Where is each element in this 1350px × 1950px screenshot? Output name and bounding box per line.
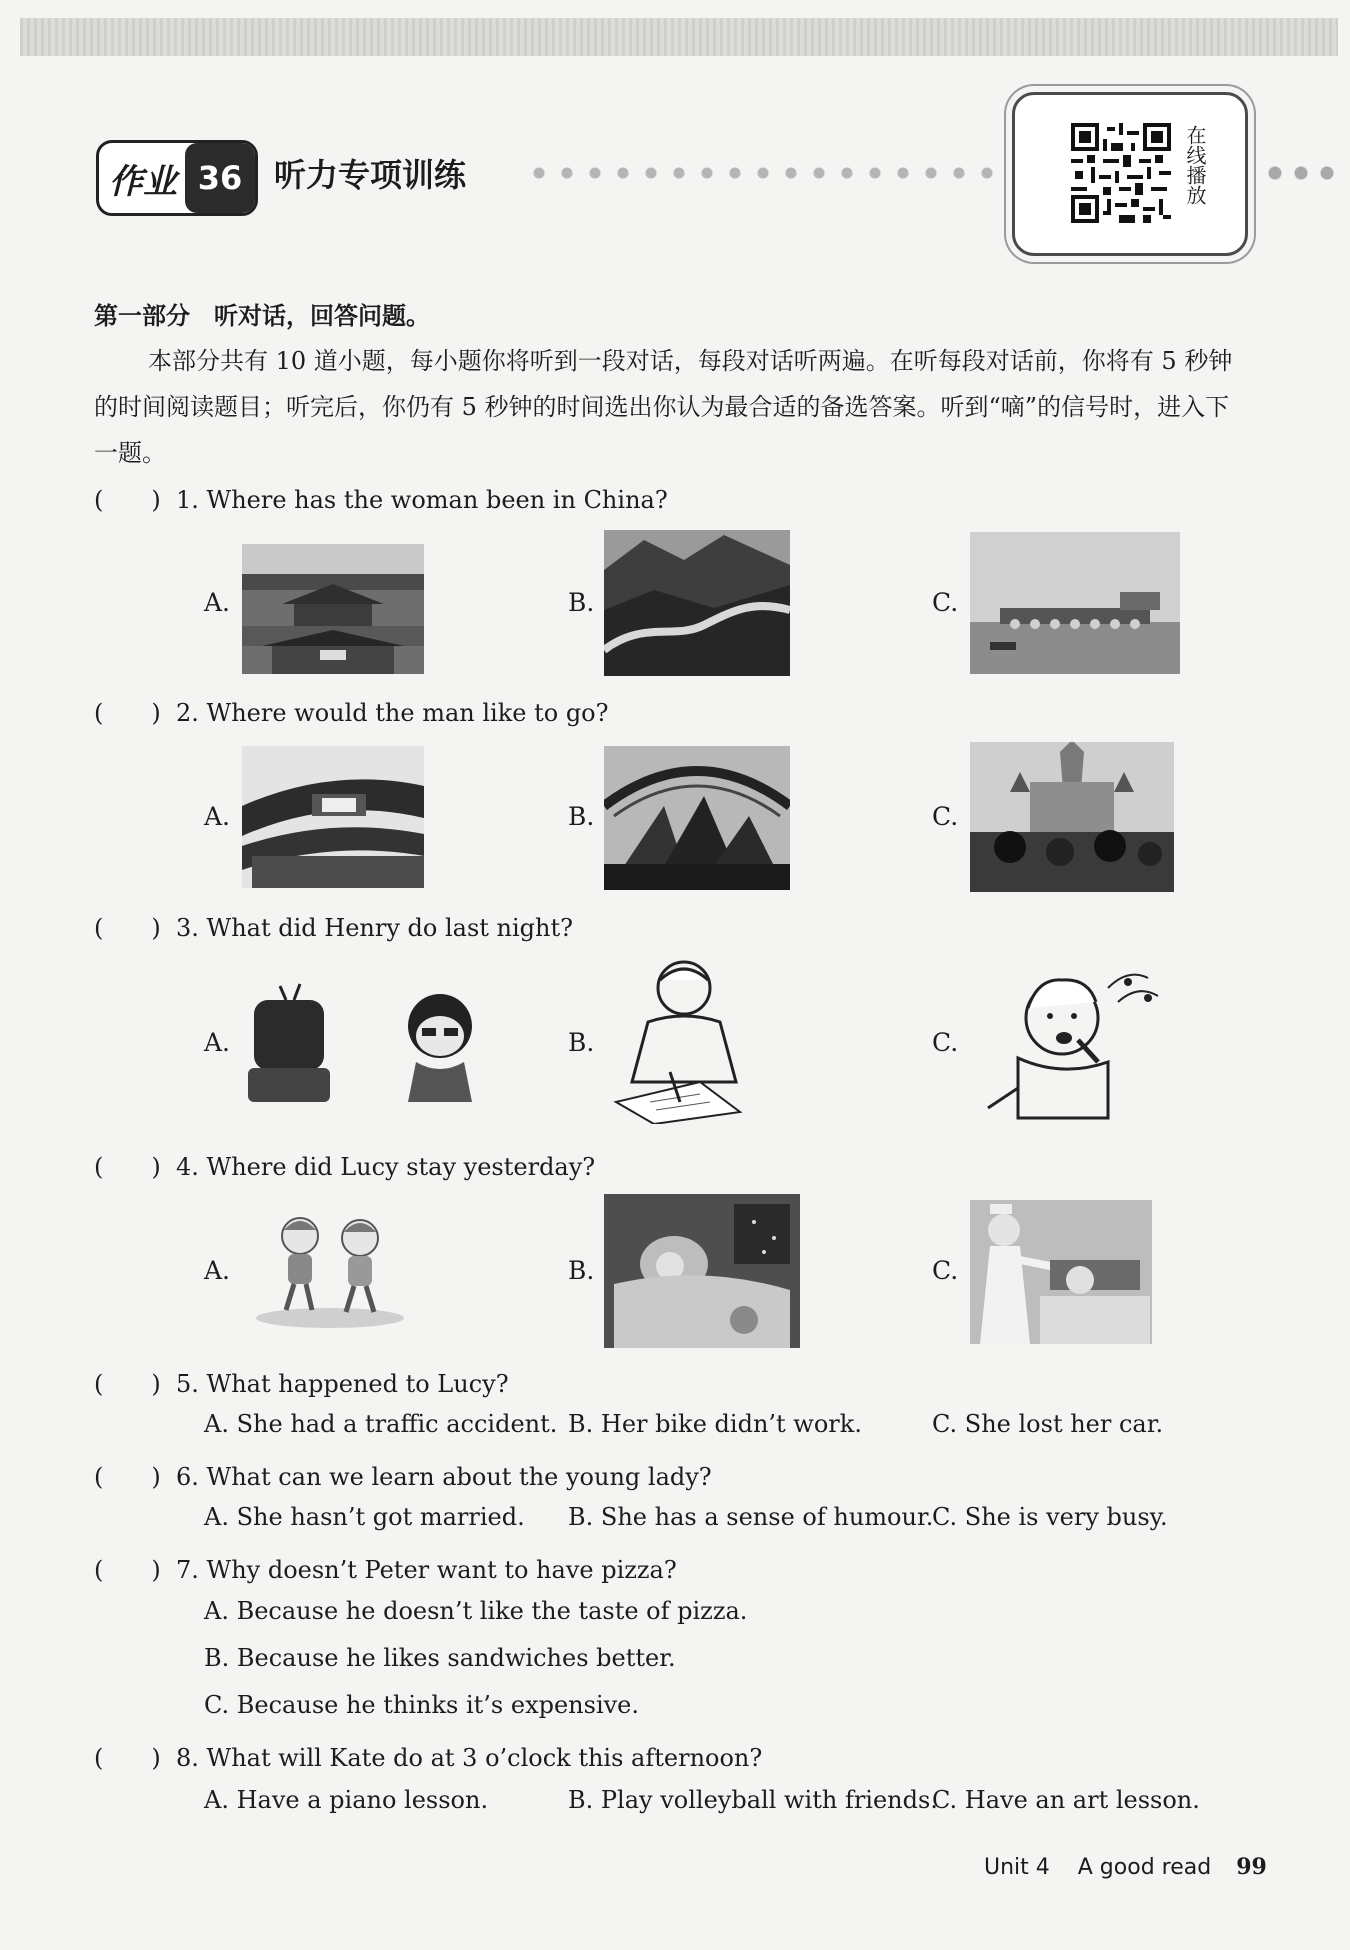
question-stem: 6. What can we learn about the young lady? (176, 1463, 712, 1491)
boy-watching-tv-drawing (240, 980, 510, 1104)
option-c: C. She is very busy. (932, 1503, 1168, 1531)
question-3 (94, 908, 573, 943)
page-footer (984, 1854, 1267, 1880)
answer-blank[interactable]: ( ) (94, 914, 161, 942)
option-label: A. (204, 802, 231, 831)
option-label: C. (932, 802, 959, 831)
option-label: B. (568, 802, 595, 831)
question-8 (94, 1738, 762, 1773)
option-b: B. She has a sense of humour. (568, 1503, 934, 1531)
answer-blank[interactable]: ( ) (94, 486, 161, 514)
option-c: C. Because he thinks it’s expensive. (204, 1691, 640, 1719)
answer-blank[interactable]: ( ) (94, 1370, 161, 1398)
instructions: 本部分共有 10 道小题，每小题你将听到一段对话，每段对话听两遍。在听每段对话前，你将有 5 秒钟的时间阅读题目；听完后，你仍有 5 秒钟的时间选出你认为最合适的备选答案。听到“嘀”的信号时，进入下一题。 (94, 347, 1233, 467)
option-label: C. (932, 1028, 959, 1057)
girl-in-bed-cartoon (604, 1194, 800, 1348)
option-c: C. She lost her car. (932, 1410, 1164, 1438)
unit-title: A good read (1077, 1855, 1212, 1880)
kids-playing-cartoon (250, 1206, 410, 1330)
option-b: B. Because he likes sandwiches better. (204, 1644, 676, 1672)
option-a: A. She hasn’t got married. (204, 1503, 525, 1531)
answer-blank[interactable]: ( ) (94, 1556, 161, 1584)
option-a: A. Have a piano lesson. (204, 1786, 489, 1814)
question-4 (94, 1147, 595, 1182)
dotted-divider-right (1262, 166, 1342, 180)
forbidden-city-photo (242, 544, 424, 674)
homework-badge (96, 140, 258, 216)
qr-caption: 在线播放 (1183, 125, 1207, 205)
question-stem: 5. What happened to Lucy? (176, 1370, 509, 1398)
option-label: B. (568, 1028, 595, 1057)
option-label: B. (568, 1256, 595, 1285)
top-scan-strip (20, 18, 1338, 56)
option-c: C. Have an art lesson. (932, 1786, 1200, 1814)
homework-word: 作业 (109, 161, 177, 202)
answer-blank[interactable]: ( ) (94, 1153, 161, 1181)
disneyland-castle-photo (970, 742, 1174, 892)
answer-blank[interactable]: ( ) (94, 1463, 161, 1491)
question-5 (94, 1364, 509, 1399)
summer-palace-bridge-photo (970, 532, 1180, 674)
question-1 (94, 480, 668, 515)
sydney-opera-house-photo (604, 746, 790, 890)
option-a: A. Because he doesn’t like the taste of pizza. (204, 1597, 748, 1625)
option-label: A. (204, 1028, 231, 1057)
question-stem: 2. Where would the man like to go? (176, 699, 609, 727)
option-b: B. Play volleyball with friends. (568, 1786, 938, 1814)
answer-blank[interactable]: ( ) (94, 699, 161, 727)
boy-writing-drawing (610, 952, 760, 1124)
question-2 (94, 693, 609, 728)
boy-singing-drawing (978, 958, 1162, 1126)
answer-blank[interactable]: ( ) (94, 1744, 161, 1772)
option-label: C. (932, 1256, 959, 1285)
page-number: 99 (1236, 1854, 1267, 1880)
question-6 (94, 1457, 712, 1492)
question-stem: 8. What will Kate do at 3 o’clock this afternoon? (176, 1744, 763, 1772)
qr-code-icon[interactable] (1071, 123, 1171, 223)
nurse-in-hospital-cartoon (970, 1200, 1152, 1344)
question-stem: 3. What did Henry do last night? (176, 914, 573, 942)
option-b: B. Her bike didn’t work. (568, 1410, 862, 1438)
unit-label: Unit 4 (984, 1855, 1050, 1880)
option-label: A. (204, 1256, 231, 1285)
section-title: 听力专项训练 (274, 156, 467, 194)
homework-number: 36 (185, 143, 255, 213)
yellow-crane-tower-photo (242, 746, 424, 888)
question-7 (94, 1550, 677, 1585)
question-stem: 4. Where did Lucy stay yesterday? (176, 1153, 596, 1181)
option-label: B. (568, 588, 595, 617)
qr-panel (1012, 92, 1248, 256)
great-wall-photo (604, 530, 790, 676)
dotted-divider (525, 166, 1005, 180)
part-heading: 第一部分 听对话，回答问题。 (94, 302, 430, 330)
question-stem: 7. Why doesn’t Peter want to have pizza? (176, 1556, 677, 1584)
option-a: A. She had a traffic accident. (204, 1410, 558, 1438)
option-label: C. (932, 588, 959, 617)
option-label: A. (204, 588, 231, 617)
question-stem: 1. Where has the woman been in China? (176, 486, 668, 514)
